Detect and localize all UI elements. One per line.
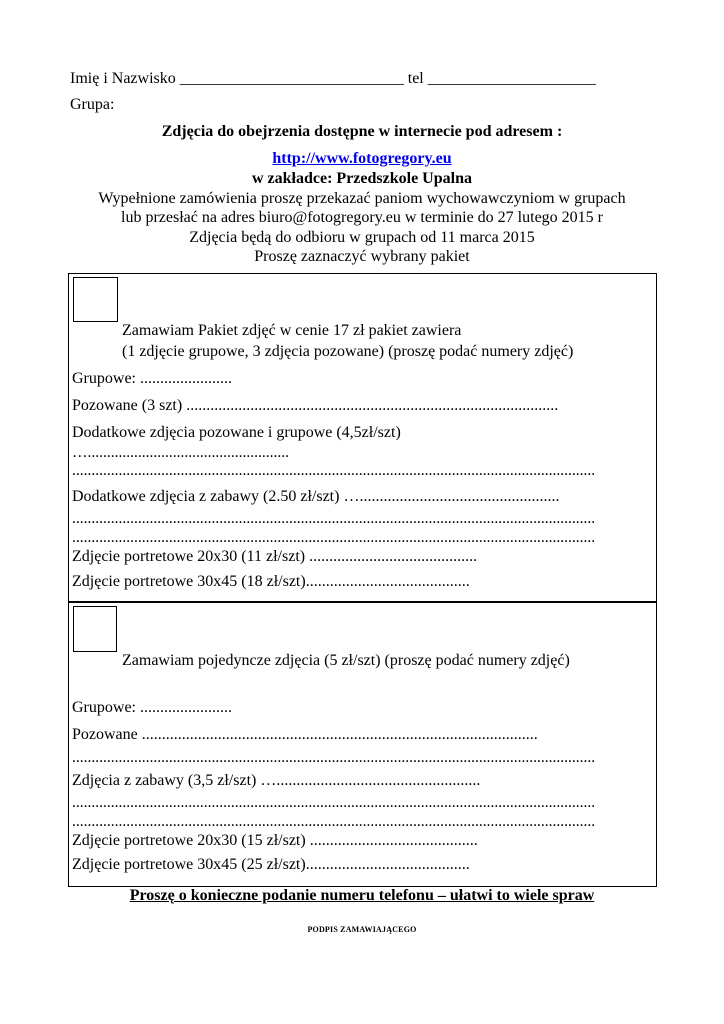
page-title: Zdjęcia do obejrzenia dostępne w internecie pod adresem : <box>161 123 563 140</box>
package-extra-label: Dodatkowe zdjęcia pozowane i grupowe (4,5zł/szt) <box>72 424 401 441</box>
website-link[interactable]: http://www.fotogregory.eu <box>272 150 452 167</box>
single-photos-checkbox[interactable] <box>73 606 117 652</box>
tab-line: w zakładce: Przedszkole Upalna <box>252 170 472 187</box>
signature-label: PODPIS ZAMAWIAJĄCEGO <box>307 925 417 934</box>
single-zabawy-field-2[interactable]: ....................................................................................................................................... <box>72 794 596 811</box>
single-zabawy-field[interactable]: Zdjęcia z zabawy (3,5 zł/szt) …................................................... <box>72 772 481 789</box>
name-and-phone-line[interactable]: Imię i Nazwisko ____________________________ tel _____________________ <box>70 70 596 87</box>
package-subtitle: (1 zdjęcie grupowe, 3 zdjęcia pozowane) (proszę podać numery zdjęć) <box>122 343 574 360</box>
info-line-4: Proszę zaznaczyć wybrany pakiet <box>254 248 470 265</box>
single-photos-title: Zamawiam pojedyncze zdjęcia (5 zł/szt) (proszę podać numery zdjęć) <box>122 652 570 669</box>
info-line-2: lub przesłać na adres biuro@fotogregory.eu w terminie do 27 lutego 2015 r <box>121 209 603 226</box>
single-portrait-20x30-field[interactable]: Zdjęcie portretowe 20x30 (15 zł/szt) .......................................... <box>72 832 478 849</box>
package-zabawy-field-3[interactable]: ....................................................................................................................................... <box>72 529 596 546</box>
package-extra-field[interactable]: ….................................................... <box>72 444 289 461</box>
single-pozowane-field-2[interactable]: ....................................................................................................................................... <box>72 749 596 766</box>
single-grupowe-field[interactable]: Grupowe: ....................... <box>72 699 232 716</box>
package-zabawy-field[interactable]: Dodatkowe zdjęcia z zabawy (2.50 zł/szt) ….................................................. <box>72 488 560 505</box>
package-extra-field-2[interactable]: ....................................................................................................................................... <box>72 462 596 479</box>
info-line-1: Wypełnione zamówienia proszę przekazać paniom wychowawczyniom w grupach <box>98 190 626 207</box>
package-portrait-30x45-field[interactable]: Zdjęcie portretowe 30x45 (18 zł/szt)......................................... <box>72 573 470 590</box>
single-zabawy-field-3[interactable]: ....................................................................................................................................... <box>72 813 596 830</box>
package-checkbox[interactable] <box>73 277 118 322</box>
package-portrait-20x30-field[interactable]: Zdjęcie portretowe 20x30 (11 zł/szt) .......................................... <box>72 548 478 565</box>
package-pozowane-field[interactable]: Pozowane (3 szt) ............................................................................................. <box>72 397 559 414</box>
package-title: Zamawiam Pakiet zdjęć w cenie 17 zł pakiet zawiera <box>122 322 462 339</box>
group-label: Grupa: <box>70 96 115 113</box>
phone-note: Proszę o konieczne podanie numeru telefonu – ułatwi to wiele spraw <box>129 887 595 904</box>
single-portrait-30x45-field[interactable]: Zdjęcie portretowe 30x45 (25 zł/szt)......................................... <box>72 856 470 873</box>
package-zabawy-field-2[interactable]: ....................................................................................................................................... <box>72 510 596 527</box>
package-grupowe-field[interactable]: Grupowe: ....................... <box>72 370 232 387</box>
info-line-3: Zdjęcia będą do odbioru w grupach od 11 marca 2015 <box>189 229 535 246</box>
single-pozowane-field[interactable]: Pozowane ................................................................................................... <box>72 726 538 743</box>
